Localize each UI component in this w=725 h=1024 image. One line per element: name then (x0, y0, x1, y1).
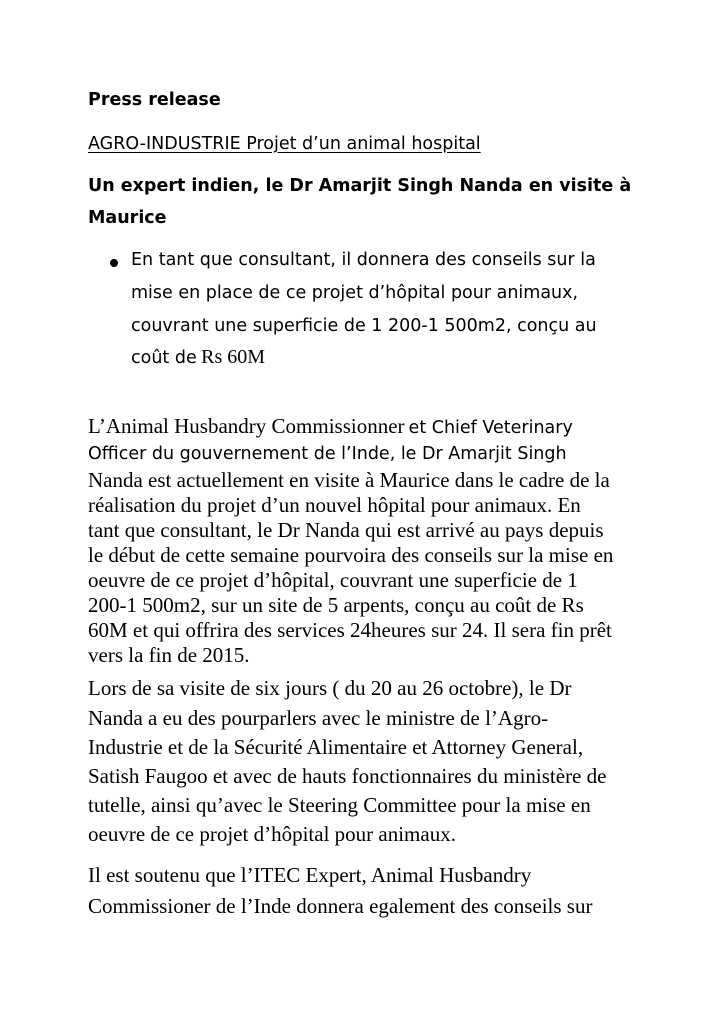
section-heading: AGRO-INDUSTRIE Projet d’un animal hospital (88, 134, 481, 154)
paragraph-line: Officer du gouvernement de l’Inde, le Dr Amarjit Singh (88, 444, 567, 464)
paragraph-line: Nanda a eu des pourparlers avec le ministre de l’Agro- (88, 706, 549, 730)
headline-line: Un expert indien, le Dr Amarjit Singh Nanda en visite à (88, 176, 632, 196)
press-release-label: Press release (88, 90, 221, 110)
paragraph-line: tutelle, ainsi qu’avec le Steering Committee pour la mise en (88, 793, 591, 817)
bullet-line: En tant que consultant, il donnera des conseils sur la (131, 250, 596, 270)
paragraph-line: vers la fin de 2015. (88, 643, 250, 667)
paragraph-line: Il est soutenu que l’ITEC Expert, Animal Husbandry (88, 863, 532, 887)
bullet-line: couvrant une superficie de 1 200-1 500m2, conçu au (131, 316, 597, 336)
paragraph-line: oeuvre de ce projet d’hôpital, couvrant une superficie de 1 (88, 568, 578, 592)
paragraph-line: 60M et qui offrira des services 24heures sur 24. Il sera fin prêt (88, 618, 612, 642)
paragraph-line: L’Animal Husbandry Commissionner et Chief Veterinary (88, 414, 573, 438)
paragraph-line: Lors de sa visite de six jours ( du 20 au 26 octobre), le Dr (88, 676, 572, 700)
paragraph-line: 200-1 500m2, sur un site de 5 arpents, conçu au coût de Rs (88, 593, 584, 617)
paragraph-line: Satish Faugoo et avec de hauts fonctionnaires du ministère de (88, 764, 607, 788)
paragraph-line: Nanda est actuellement en visite à Maurice dans le cadre de la (88, 468, 610, 492)
paragraph-line: Industrie et de la Sécurité Alimentaire et Attorney General, (88, 735, 584, 759)
paragraph-line: tant que consultant, le Dr Nanda qui est arrivé au pays depuis (88, 518, 604, 542)
paragraph-line: oeuvre de ce projet d’hôpital pour animaux. (88, 822, 456, 846)
paragraph-line: Commissioner de l’Inde donnera egalement des conseils sur (88, 894, 593, 918)
paragraph-line: le début de cette semaine pourvoira des conseils sur la mise en (88, 543, 614, 567)
paragraph-line: réalisation du projet d’un nouvel hôpital pour animaux. En (88, 493, 581, 517)
bullet-icon (110, 259, 118, 267)
bullet-line: mise en place de ce projet d’hôpital pour animaux, (131, 283, 579, 303)
headline-line: Maurice (88, 208, 167, 228)
bullet-line: coût de Rs 60M (131, 346, 266, 368)
